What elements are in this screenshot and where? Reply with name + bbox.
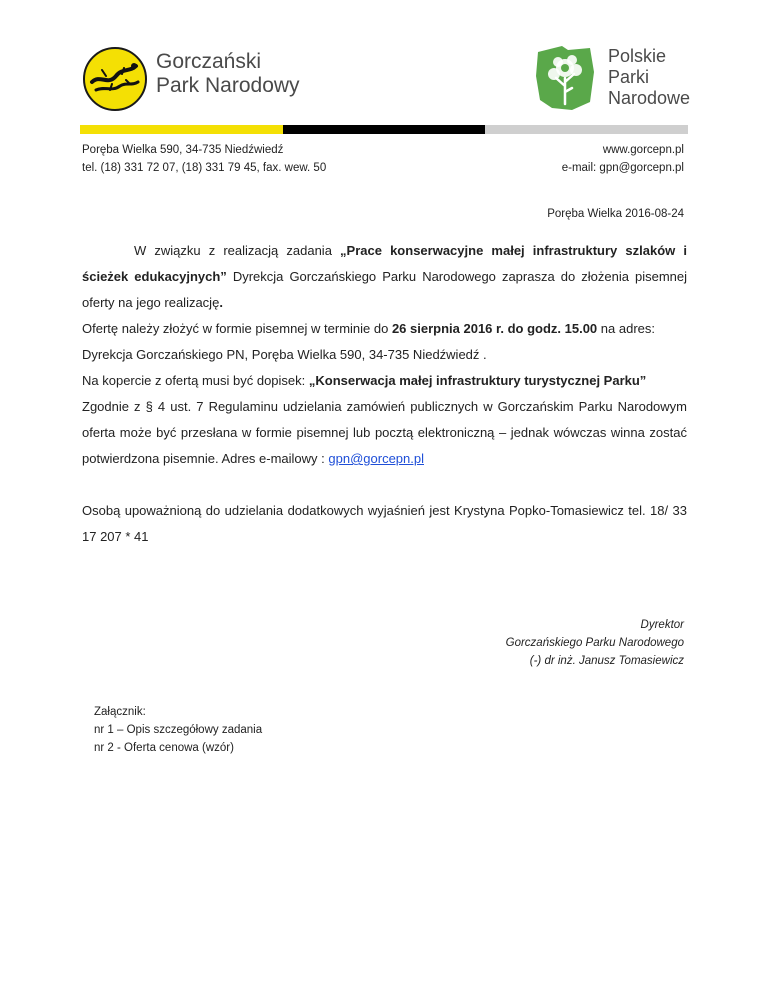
gorcanski-park-logo <box>82 42 312 114</box>
text: Zgodnie z § 4 ust. 7 Regulaminu udzielania zamówień publicznych w Gorczańskim Parku Narodowym oferta może być przesłana w formie pisemnej lub pocztą elektroniczną – jednak wówczas winna zostać potwierdzona pisemnie. Adres e-mailowy : <box>82 399 687 466</box>
envelope-note: „Konserwacja małej infrastruktury turystycznej Parku” <box>308 373 647 388</box>
salamander-emblem-icon <box>82 46 148 112</box>
attachment-item: nr 2 - Oferta cenowa (wzór) <box>94 742 234 754</box>
paragraph-deadline <box>82 316 687 342</box>
paragraph-envelope <box>82 368 687 394</box>
text: Ofertę należy złożyć w formie pisemnej w terminie do <box>82 321 392 336</box>
yellow-segment <box>80 125 283 134</box>
logo-line-2: Parki <box>608 67 650 87</box>
polskie-parki-logo <box>532 42 702 114</box>
document-date: Poręba Wielka 2016-08-24 <box>547 208 684 220</box>
black-segment <box>283 125 486 134</box>
letter-body <box>82 238 687 550</box>
text: Dyrekcja Gorczańskiego Parku Narodowego zaprasza do złożenia pisemnej oferty na jego realizację <box>82 269 688 310</box>
header-divider-bar <box>80 125 688 134</box>
logo-line-1: Gorczański <box>156 50 262 73</box>
paragraph-address: Dyrekcja Gorczańskiego PN, Poręba Wielka 590, 34-735 Niedźwiedź . <box>82 347 487 362</box>
text: . <box>219 295 223 310</box>
paragraph-contact: Osobą upoważnioną do udzielania dodatkowych wyjaśnień jest Krystyna Popko-Tomasiewicz tel. 18/ 33 17 207 * 41 <box>82 503 687 544</box>
email[interactable]: e-mail: gpn@gorcepn.pl <box>561 162 684 174</box>
logo-line-1: Polskie <box>608 46 667 66</box>
attachments-list <box>94 703 262 757</box>
email-link[interactable]: gpn@gorcepn.pl <box>328 451 424 466</box>
signature-name: (-) dr inż. Janusz Tomasiewicz <box>529 655 684 667</box>
text: Na kopercie z ofertą musi być dopisek: <box>82 373 309 388</box>
deadline: 26 sierpnia 2016 r. do godz. 15.00 <box>391 321 598 336</box>
gray-segment <box>485 125 688 134</box>
paragraph-regulation <box>82 394 687 472</box>
logo-line-2: Park Narodowy <box>156 74 300 97</box>
address-right <box>562 141 684 177</box>
signature-institution: Gorczańskiego Parku Narodowego <box>505 637 684 649</box>
logo-line-3: Narodowe <box>608 88 691 108</box>
website[interactable]: www.gorcepn.pl <box>602 144 684 156</box>
paragraph-invitation <box>82 238 687 316</box>
text: W związku z realizacją zadania <box>134 243 341 258</box>
phone-numbers: tel. (18) 331 72 07, (18) 331 79 45, fax. wew. 50 <box>82 162 327 174</box>
address-left <box>82 141 326 177</box>
signature-block <box>506 616 684 670</box>
postal-address: Poręba Wielka 590, 34-735 Niedźwiedź <box>82 144 284 156</box>
attachments-title: Załącznik: <box>94 706 146 718</box>
tree-map-emblem-icon <box>532 42 598 114</box>
text: na adres: <box>597 321 655 336</box>
signature-title: Dyrektor <box>640 619 684 631</box>
attachment-item: nr 1 – Opis szczegółowy zadania <box>94 724 263 736</box>
task-title: „Prace konserwacyjne małej infrastruktury szlaków i ścieżek edukacyjnych” <box>82 243 687 284</box>
